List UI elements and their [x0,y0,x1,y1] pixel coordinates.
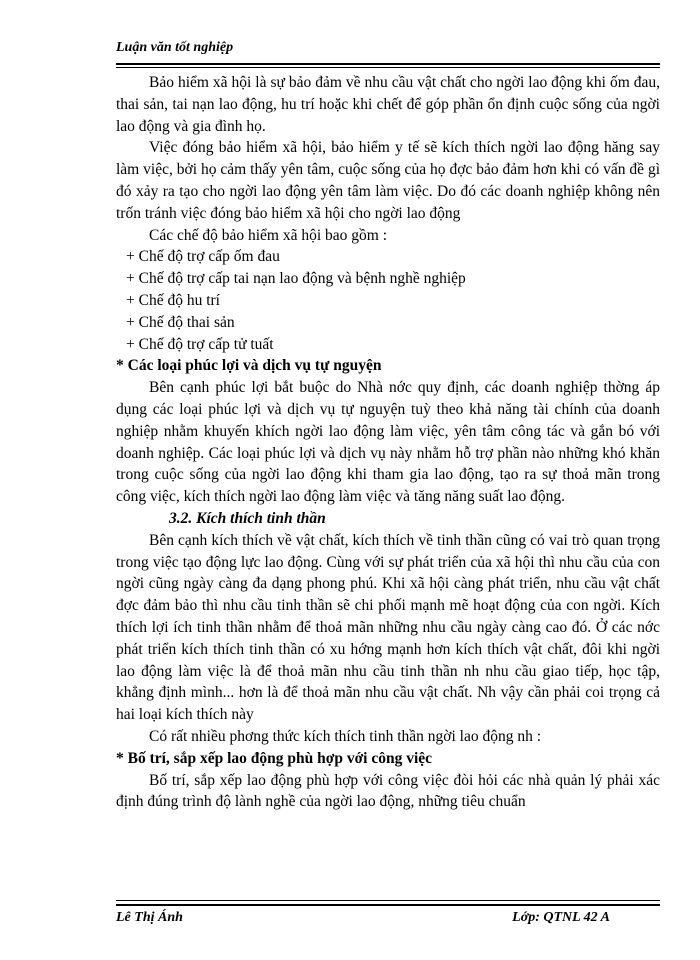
paragraph-insurance-benefits: Việc đóng bảo hiểm xã hội, bảo hiểm y tế sẽ kích thích ngời lao động hăng say làm việc, bởi họ cảm thấy yên tâm, cuộc sống của họ đợc bảo đảm hơn khi có vấn đề gì đó xảy ra tạo cho ngời lao động yên tâm làm việc. Do đó các doanh nghiệp không nên trốn tránh việc đóng bảo hiểm xã hội cho ngời lao động [116,139,660,222]
list-item: + Chế độ hu trí [126,291,220,309]
list-intro: Các chế độ bảo hiểm xã hội bao gồm : [149,226,388,244]
header-title: Luận văn tốt nghiệp [116,40,234,55]
section-heading-voluntary-benefits: * Các loại phúc lợi và dịch vụ tự nguyện [116,357,382,375]
header-rule [116,63,660,65]
page-header [116,40,660,56]
list-item: + Chế độ trợ cấp tai nạn lao động và bệnh nghề nghiệp [126,270,466,288]
list-item: + Chế độ trợ cấp ốm đau [126,248,280,266]
footer-rule [116,904,660,906]
paragraph-social-insurance: Bảo hiểm xã hội là sự bảo đảm về nhu cầu vật chất cho ngời lao động khi ốm đau, thai sản, tai nạn lao động, hu trí hoặc khi chết để góp phần ổn định cuộc sống của ngời lao động và gia đình họ. [116,74,660,135]
list-item: + Chế độ thai sản [126,313,235,331]
document-body [116,72,660,813]
footer-rule-thin [116,900,660,901]
subsection-heading-spiritual: 3.2. Kích thích tinh thần [169,509,326,527]
paragraph-job-placement: Bố trí, sắp xếp lao động phù hợp với công việc đòi hỏi các nhà quản lý phải xác định đúng trình độ lành nghề của ngời lao động, những tiêu chuẩn [116,771,660,811]
paragraph-voluntary-benefits: Bên cạnh phúc lợi bắt buộc do Nhà nớc quy định, các doanh nghiệp thờng áp dụng các loại phúc lợi và dịch vụ tự nguyện tuỳ theo khả năng tài chính của doanh nghiệp nhằm khuyến khích ngời lao động làm việc, yên tâm công tác và gắn bó với doanh nghiệp. Các loại phúc lợi và dịch vụ này nhằm hỗ trợ phần nào những khó khăn trong cuộc sống của ngời lao động khi tham gia lao động, tạo ra sự thoả mãn trong công việc, kích thích ngời lao động làm việc và tăng năng suất lao động. [116,379,660,506]
footer-class: Lớp: QTNL 42 A [512,910,610,925]
section-heading-job-placement: * Bố trí, sắp xếp lao động phù hợp với công việc [116,749,433,767]
list-item: + Chế độ trợ cấp tử tuất [126,335,274,353]
header-rule-thin [116,67,660,68]
footer-author: Lê Thị Ánh [116,910,183,925]
paragraph-spiritual-incentives: Bên cạnh kích thích về vật chất, kích thích về tinh thần cũng có vai trò quan trọng trong việc tạo động lực lao động. Cùng với sự phát triển của xã hội thì nhu cầu của con ngời cũng ngày càng đa dạng phong phú. Khi xã hội càng phát triển, nhu cầu vật chất đợc đảm bảo thì nhu cầu tinh thần sẽ chi phối mạnh mẽ hoạt động của con ngời. Kích thích lợi ích tinh thần nhằm để thoả mãn những nhu cầu ngày càng cao đó. Ở các nớc phát triển kích thích tinh thần có xu hớng mạnh hơn kích thích vật chất, đôi khi ngời lao động làm việc là để thoả mãn nhu cầu tinh thần nh nhu cầu giao tiếp, học tập, khẳng định mình... hơn là để thoả mãn nhu cầu vật chất. Nh vậy cần phải coi trọng cả hai loại kích thích này [116,531,660,724]
paragraph-methods-intro: Có rất nhiều phơng thức kích thích tinh thần ngời lao động nh : [149,727,542,745]
